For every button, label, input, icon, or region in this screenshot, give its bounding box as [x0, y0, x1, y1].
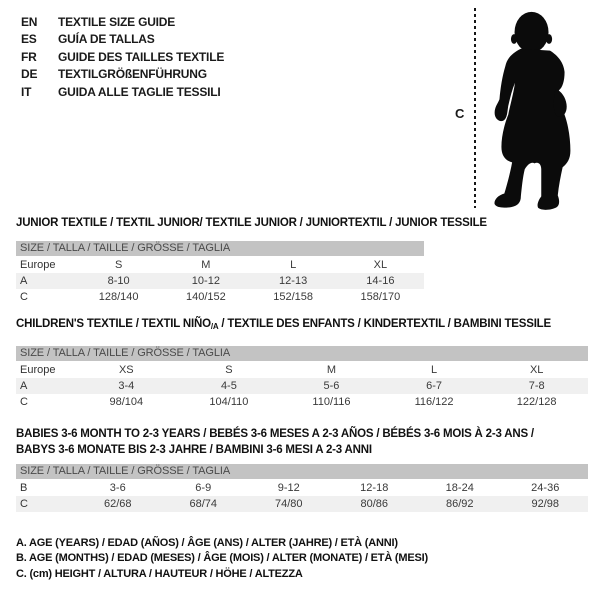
table-row — [16, 378, 588, 394]
junior-size-table — [16, 241, 424, 305]
table-cell: 86/92 — [445, 498, 474, 510]
table-cell: L — [431, 364, 438, 376]
table-cell: 6-9 — [195, 482, 212, 494]
language-title: GUIDA ALLE TAGLIE TESSILI — [58, 84, 221, 99]
language-code: EN — [21, 15, 38, 29]
table-row — [16, 289, 424, 305]
language-title: TEXTILGRÖßENFÜHRUNG — [58, 67, 207, 82]
table-cell: 3-6 — [109, 482, 126, 494]
language-code: DE — [21, 67, 38, 82]
babies-title-line2: BABYS 3-6 MONATE BIS 2-3 JAHRE / BAMBINI 3-6 MESI A 2-3 ANNI — [16, 444, 372, 456]
table-cell: 92/98 — [531, 498, 560, 510]
size-header-bar: SIZE / TALLA / TAILLE / GRÖSSE / TAGLIA — [16, 464, 588, 479]
table-row — [16, 394, 588, 410]
table-cell: 7-8 — [528, 380, 545, 392]
table-cell: 12-18 — [360, 482, 389, 494]
table-cell: 6-7 — [426, 380, 443, 392]
table-cell: 12-13 — [279, 275, 308, 287]
table-cell: 110/116 — [312, 396, 351, 408]
table-cell: 122/128 — [516, 396, 557, 408]
children-title-subscript: /A — [210, 322, 219, 331]
row-label: C — [20, 498, 28, 510]
table-cell: 18-24 — [445, 482, 474, 494]
children-title-text: CHILDREN'S TEXTILE / TEXTIL NIÑO — [16, 318, 211, 330]
size-header-bar: SIZE / TALLA / TAILLE / GRÖSSE / TAGLIA — [16, 241, 424, 256]
row-label: B — [20, 482, 28, 494]
table-row — [16, 480, 588, 496]
table-cell: S — [225, 364, 233, 376]
row-label: C — [20, 291, 28, 303]
footnote-a: A. AGE (YEARS) / EDAD (AÑOS) / ÂGE (ANS) / ALTER (JAHRE) / ETÀ (ANNI) — [16, 537, 398, 549]
row-label: Europe — [20, 259, 56, 271]
table-cell: 104/110 — [209, 396, 249, 408]
table-cell: 3-4 — [118, 380, 135, 392]
table-cell: 140/152 — [185, 291, 226, 303]
language-list — [21, 14, 224, 101]
junior-table-body — [16, 257, 424, 305]
table-cell: 158/170 — [360, 291, 401, 303]
table-cell: 98/104 — [109, 396, 144, 408]
table-cell: 68/74 — [189, 498, 218, 510]
language-title: GUÍA DE TALLAS — [58, 32, 155, 47]
table-cell: 9-12 — [277, 482, 300, 494]
table-cell: 152/158 — [273, 291, 313, 303]
babies-title-line1: BABIES 3-6 MONTH TO 2-3 YEARS / BEBÉS 3-6 MESES A 2-3 AÑOS / BÉBÉS 3-6 MOIS À 2-3 ANS / — [16, 428, 534, 440]
children-table-body — [16, 362, 588, 410]
table-cell: 4-5 — [220, 380, 237, 392]
language-row — [21, 84, 224, 101]
table-cell: 62/68 — [103, 498, 132, 510]
language-title: GUIDE DES TAILLES TEXTILE — [58, 49, 225, 64]
language-code: ES — [21, 32, 37, 47]
table-cell: 74/80 — [274, 498, 303, 510]
language-row — [21, 66, 224, 83]
language-row — [21, 14, 224, 31]
language-code: FR — [21, 49, 37, 64]
table-cell: 10-12 — [191, 275, 220, 287]
table-row — [16, 273, 424, 289]
table-cell: 128/140 — [98, 291, 139, 303]
height-measure-dotted-line — [474, 8, 476, 208]
table-cell: 80/86 — [360, 498, 389, 510]
height-measure-label: C — [455, 106, 465, 121]
language-title: TEXTILE SIZE GUIDE — [58, 15, 176, 29]
row-label: A — [20, 380, 28, 392]
language-row — [21, 49, 224, 66]
row-label: C — [20, 396, 28, 408]
row-label: A — [20, 275, 28, 287]
table-cell: L — [290, 259, 297, 271]
table-cell: 5-6 — [323, 380, 340, 392]
table-cell: 24-36 — [531, 482, 560, 494]
babies-table-body — [16, 480, 588, 512]
row-label: Europe — [20, 364, 56, 376]
table-cell: 8-10 — [107, 275, 130, 287]
children-section-title — [16, 318, 551, 331]
table-row — [16, 257, 424, 273]
table-cell: XL — [373, 259, 388, 271]
table-cell: XL — [529, 364, 544, 376]
footnote-c: C. (cm) HEIGHT / ALTURA / HAUTEUR / HÖHE / ALTEZZA — [16, 567, 303, 580]
size-header-bar: SIZE / TALLA / TAILLE / GRÖSSE / TAGLIA — [16, 346, 588, 361]
language-code: IT — [21, 84, 32, 99]
children-size-table — [16, 346, 588, 410]
babies-section-title — [16, 426, 534, 458]
footnotes — [16, 536, 428, 582]
table-cell: M — [201, 259, 211, 271]
table-cell: 116/122 — [414, 396, 454, 408]
footnote-b: B. AGE (MONTHS) / EDAD (MESES) / ÂGE (MOIS) / ALTER (MONATE) / ETÀ (MESI) — [16, 552, 428, 565]
language-row — [21, 31, 224, 48]
table-cell: XS — [118, 364, 134, 376]
table-cell: S — [114, 259, 123, 271]
table-cell: M — [326, 364, 337, 376]
children-title-text: / TEXTILE DES ENFANTS / KINDERTEXTIL / BAMBINI TESSILE — [218, 318, 551, 330]
table-row — [16, 362, 588, 378]
table-cell: 14-16 — [366, 275, 395, 287]
toddler-silhouette-icon — [487, 6, 579, 210]
babies-size-table — [16, 464, 588, 512]
table-row — [16, 496, 588, 512]
junior-section-title: JUNIOR TEXTILE / TEXTIL JUNIOR/ TEXTILE JUNIOR / JUNIORTEXTIL / JUNIOR TESSILE — [16, 217, 487, 229]
